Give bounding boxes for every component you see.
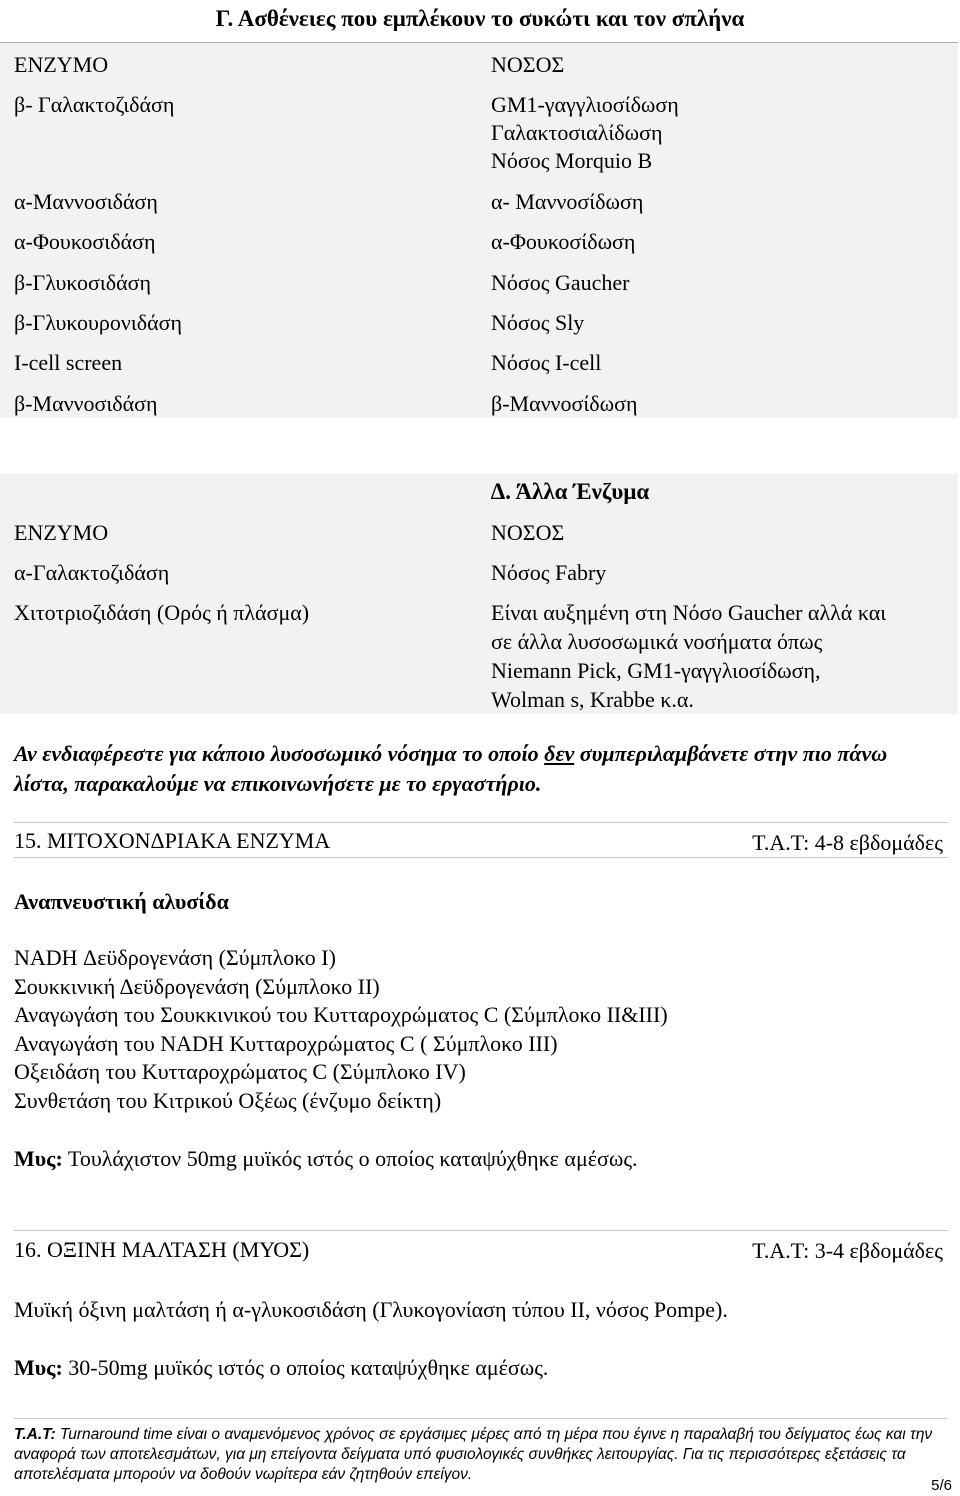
sample-label: Μυς: (14, 1146, 63, 1171)
disease-header: ΝΟΣΟΣ (491, 52, 565, 77)
footer-text: Turnaround time είναι ο αναμενόμενος χρόνος σε εργάσιμες μέρες από τη μέρα που έγινε η παραλαβή του δείγματος έως και την αναφορά των αποτελεσμάτων, για μη επείγοντα δείγματα υπό φυσιολογικές συνθήκες λειτουργίας. Για τις περισσότερες εξετάσεις τα αποτελέσματα μπορούν να δοθούν νωρίτερα εάν ζητηθούν επείγον. (14, 1426, 933, 1483)
list-item: Αναγωγάση του NADH Κυτταροχρώματος C ( Σύμπλοκο ΙΙΙ) (14, 1031, 558, 1056)
disease-cell: Νόσος Gaucher (491, 270, 630, 295)
disease-header: ΝΟΣΟΣ (491, 520, 565, 545)
list-item: Οξειδάση του Κυτταροχρώματος C (Σύμπλοκο ΙV) (14, 1059, 466, 1084)
sample-requirement (14, 1144, 638, 1173)
disease-cell: Νόσος I-cell (491, 350, 602, 375)
section-16-tat: Τ.Α.Τ: 3-4 εβδομάδες (752, 1238, 943, 1263)
enzyme-header: ΕΝΖΥΜΟ (14, 52, 109, 77)
sample-text: Τουλάχιστον 50mg μυϊκός ιστός ο οποίος καταψύχθηκε αμέσως. (62, 1146, 638, 1171)
sample-text: 30-50mg μυϊκός ιστός ο οποίος καταψύχθηκε αμέσως. (62, 1355, 549, 1380)
list-item: Συνθετάση του Κιτρικού Οξέως (ένζυμο δείκτη) (14, 1088, 442, 1113)
section-g-table (0, 42, 958, 418)
disease-cell: α-Φουκοσίδωση (491, 229, 636, 254)
note-text: Αν ενδιαφέρεστε για κάποιο λυσοσωμικό νόσημα το οποίο (14, 741, 545, 766)
list-item: Αναγωγάση του Σουκκινικού του Κυτταροχρώματος C (Σύμπλοκο ΙΙ&ΙΙΙ) (14, 1002, 668, 1027)
disease-cell: Νόσος Morquio B (491, 148, 653, 173)
section-d-table (0, 474, 958, 714)
sample-requirement (14, 1353, 548, 1382)
disease-cell: Γαλακτοσιαλίδωση (491, 120, 663, 145)
disease-cell: σε άλλα λυσοσωμικά νοσήματα όπως (491, 629, 823, 654)
disease-cell: GM1-γαγγλιοσίδωση (491, 92, 679, 117)
enzyme-cell: β- Γαλακτοζιδάση (14, 92, 175, 117)
disease-cell: Είναι αυξημένη στη Νόσο Gaucher αλλά και (491, 600, 887, 625)
section-15-subtitle: Αναπνευστική αλυσίδα (14, 889, 229, 914)
list-item: Σουκκινική Δεϋδρογενάση (Σύμπλοκο ΙΙ) (14, 974, 380, 999)
footer-label: Τ.Α.Τ: (14, 1426, 56, 1443)
enzyme-cell: α-Μαννοσιδάση (14, 189, 158, 214)
disease-cell: α- Μαννοσίδωση (491, 189, 644, 214)
enzyme-cell: β-Γλυκοσιδάση (14, 270, 152, 295)
disease-cell: β-Μαννοσίδωση (491, 391, 638, 416)
disease-cell: Wolman s, Krabbe κ.α. (491, 687, 694, 712)
enzyme-cell: α-Φουκοσιδάση (14, 229, 156, 254)
section-d-title: Δ. Άλλα Ένζυμα (490, 479, 650, 504)
section-15-tat: Τ.Α.Τ: 4-8 εβδομάδες (752, 830, 943, 855)
enzyme-cell: β-Γλυκουρονιδάση (14, 310, 182, 335)
section-16-description: Μυϊκή όξινη μαλτάση ή α-γλυκοσιδάση (Γλυκογονίαση τύπου ΙΙ, νόσος Pompe). (14, 1297, 728, 1322)
disease-cell: Νόσος Fabry (491, 560, 607, 585)
note-text: συμπεριλαμβάνετε στην πιο πάνω λίστα, παρακαλούμε να επικοινωνήσετε με το εργαστήριο. (14, 741, 888, 796)
sample-label: Μυς: (14, 1355, 63, 1380)
enzyme-cell: I-cell screen (14, 350, 123, 375)
divider (14, 1230, 948, 1231)
section-16-title: 16. ΟΞΙΝΗ ΜΑΛΤΑΣΗ (ΜΥΟΣ) (14, 1237, 310, 1262)
page-number: 5/6 (931, 1477, 952, 1494)
divider (14, 822, 948, 823)
enzyme-cell: Χιτοτριοζιδάση (Ορός ή πλάσμα) (14, 600, 310, 625)
footer-divider (14, 1418, 948, 1419)
note-underlined: δεν (544, 741, 575, 766)
enzyme-cell: β-Μαννοσιδάση (14, 391, 158, 416)
disease-cell: Niemann Pick, GM1-γαγγλιοσίδωση, (491, 658, 821, 683)
section-15-title: 15. ΜΙΤΟΧΟΝΔΡΙΑΚΑ ΕΝΖΥΜΑ (14, 828, 331, 853)
table-top-border (0, 42, 958, 43)
contact-note (14, 739, 944, 799)
section-g-title: Γ. Ασθένειες που εμπλέκουν το συκώτι και τον σπλήνα (215, 6, 745, 31)
disease-cell: Νόσος Sly (491, 310, 585, 335)
enzyme-cell: α-Γαλακτοζιδάση (14, 560, 170, 585)
divider (14, 857, 948, 858)
enzyme-header: ΕΝΖΥΜΟ (14, 520, 109, 545)
footer-note (14, 1425, 950, 1485)
list-item: NADH Δεϋδρογενάση (Σύμπλοκο Ι) (14, 945, 336, 970)
